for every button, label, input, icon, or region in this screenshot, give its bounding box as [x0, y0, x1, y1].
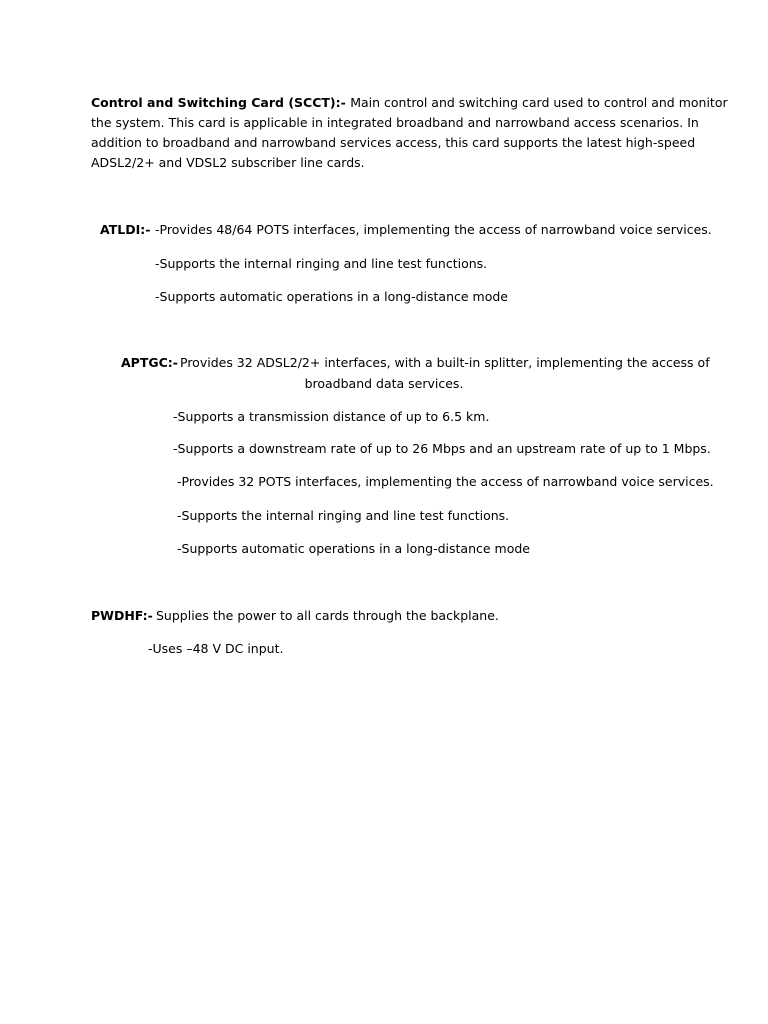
atldi-heading: ATLDI:- [100, 222, 151, 237]
atldi-item-1: -Provides 48/64 POTS interfaces, implementing the access of narrowband voice services. [155, 222, 712, 237]
scct-line-1 [91, 93, 728, 113]
scct-text-1: Main control and switching card used to control and monitor [350, 95, 728, 110]
pwdhf-item-1: -Uses –48 V DC input. [148, 641, 284, 656]
aptgc-item-2: -Supports a downstream rate of up to 26 Mbps and an upstream rate of up to 1 Mbps. [173, 441, 711, 456]
aptgc-heading: APTGC:- [121, 355, 178, 370]
pwdhf-heading: PWDHF:- [91, 608, 153, 623]
aptgc-item-5: -Supports automatic operations in a long-distance mode [177, 541, 530, 556]
scct-line-2: the system. This card is applicable in integrated broadband and narrowband access scenarios. In [91, 115, 699, 130]
atldi-item-3: -Supports automatic operations in a long-distance mode [155, 289, 508, 304]
scct-separator: :- [335, 95, 351, 110]
aptgc-item-4: -Supports the internal ringing and line test functions. [177, 508, 510, 523]
scct-line-3: addition to broadband and narrowband services access, this card supports the latest high-speed [91, 135, 696, 150]
scct-heading: Control and Switching Card (SCCT) [91, 95, 336, 110]
aptgc-first-line-cont: broadband data services. [304, 376, 464, 391]
atldi-item-2: -Supports the internal ringing and line test functions. [155, 256, 488, 271]
pwdhf-first-line: Supplies the power to all cards through the backplane. [156, 608, 499, 623]
aptgc-item-3: -Provides 32 POTS interfaces, implementing the access of narrowband voice services. [177, 474, 714, 489]
scct-line-4: ADSL2/2+ and VDSL2 subscriber line cards. [91, 155, 365, 170]
aptgc-first-line: Provides 32 ADSL2/2+ interfaces, with a built-in splitter, implementing the access of [180, 355, 710, 370]
aptgc-item-1: -Supports a transmission distance of up to 6.5 km. [173, 409, 490, 424]
